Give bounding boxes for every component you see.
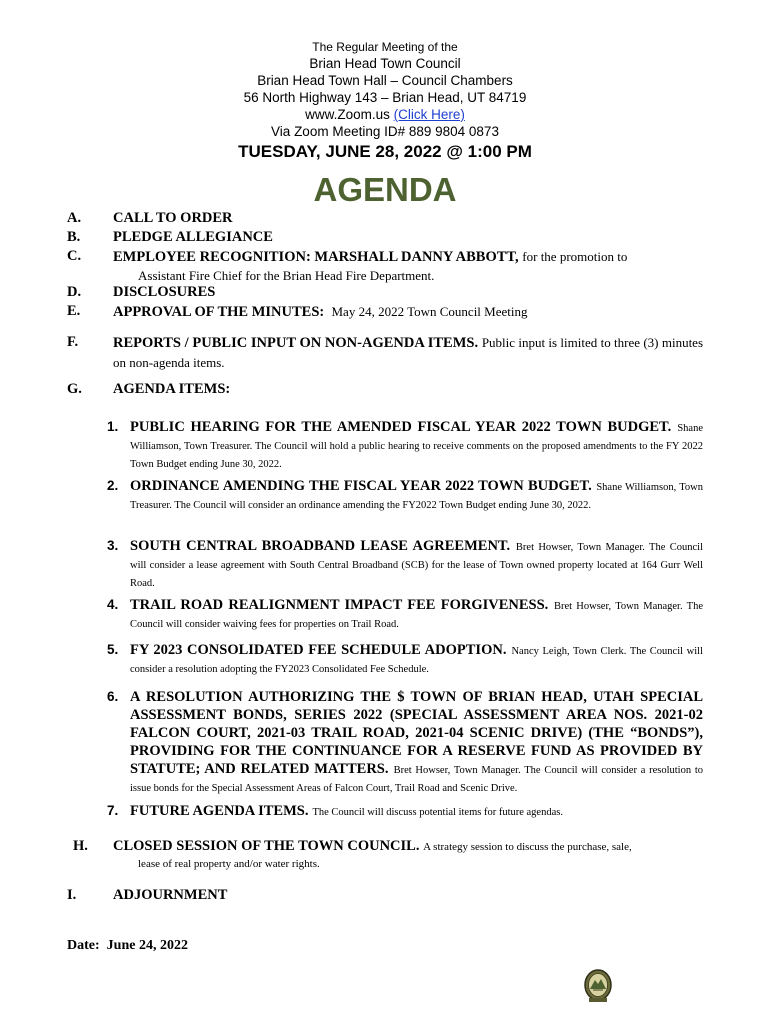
section-minutes (67, 302, 703, 322)
item-title: A RESOLUTION AUTHORIZING THE $ TOWN OF BRIAN HEAD, UTAH SPECIAL ASSESSMENT BONDS, SERIES 2022 (SPECIAL ASSESSMENT AREA NOS. 2021-02 FALCON COURT, 2021-03 TRAIL ROAD, 2021-04 SCENIC DRIVE) (THE “BONDS”), PROVIDING FOR THE CONTINUANCE FOR A RESERVE FUND AS PROVIDED BY STATUTE; AND RELATED MATTERS. (130, 689, 703, 777)
item-title: FUTURE AGENDA ITEMS. (130, 803, 309, 819)
section-description: A strategy session to discuss the purchase, sale, (423, 841, 632, 853)
section-agenda-items (67, 380, 703, 399)
zoom-meeting-id: Via Zoom Meeting ID# 889 9804 0873 (271, 124, 499, 139)
item-description: Nancy Leigh, Town Clerk. The Council will consider a resolution adopting the FY2023 Consolidated Fee Schedule. (130, 646, 704, 675)
section-letter: A. (67, 210, 82, 226)
council-name: Brian Head Town Council (309, 56, 461, 71)
agenda-item (107, 641, 703, 677)
meeting-address: 56 North Highway 143 – Brian Head, UT 84719 (243, 90, 527, 105)
meeting-location: Brian Head Town Hall – Council Chambers (257, 73, 513, 88)
item-title: PUBLIC HEARING FOR THE AMENDED FISCAL YEAR 2022 TOWN BUDGET. (130, 419, 672, 435)
item-title: FY 2023 CONSOLIDATED FEE SCHEDULE ADOPTION. (130, 642, 507, 658)
agenda-item (107, 537, 703, 591)
section-description: May 24, 2022 Town Council Meeting (331, 304, 528, 319)
item-title: SOUTH CENTRAL BROADBAND LEASE AGREEMENT. (130, 538, 511, 554)
section-title: EMPLOYEE RECOGNITION: MARSHALL DANNY ABBOTT, (113, 249, 519, 265)
section-letter: G. (67, 381, 82, 397)
click-here-link[interactable]: (Click Here) (393, 107, 465, 122)
section-pledge (67, 228, 703, 247)
item-number: 4. (107, 597, 119, 612)
section-title: PLEDGE ALLEGIANCE (113, 229, 273, 245)
meeting-date: TUESDAY, JUNE 28, 2022 @ 1:00 PM (238, 142, 532, 161)
date-value: June 24, 2022 (106, 938, 188, 953)
item-description: Bret Howser, Town Manager. The Council will consider a lease agreement with South Central Broadband (SCB) for the lease of Town owned property located at 164 Gurr Well Road. (130, 542, 703, 589)
section-description: for the promotion to (522, 249, 628, 264)
item-number: 3. (107, 538, 119, 553)
meeting-intro: The Regular Meeting of the (312, 40, 458, 54)
section-letter: E. (67, 303, 81, 319)
section-reports (67, 333, 703, 373)
item-number: 5. (107, 642, 119, 657)
section-title: APPROVAL OF THE MINUTES: (113, 304, 325, 320)
section-letter: D. (67, 284, 82, 300)
agenda-item (107, 477, 703, 513)
item-number: 6. (107, 689, 119, 704)
item-number: 7. (107, 803, 119, 818)
agenda-item (107, 688, 703, 796)
agenda-item (107, 802, 703, 820)
section-letter: B. (67, 229, 81, 245)
section-description-cont: Assistant Fire Chief for the Brian Head Fire Department. (138, 268, 435, 283)
item-description: The Council will discuss potential items for future agendas. (312, 807, 563, 818)
section-employee-recognition (67, 247, 703, 284)
section-title: AGENDA ITEMS: (113, 381, 231, 397)
item-description: Shane Williamson, Town Treasurer. The Council will hold a public hearing to receive comments on the proposed amendments to the FY 2022 Town Budget ending June 30, 2022. (130, 423, 703, 470)
item-description: Shane Williamson, Town Treasurer. The Council will consider an ordinance amending the FY2022 Town Budget ending June 30, 2022. (130, 482, 703, 511)
item-number: 2. (107, 478, 119, 493)
section-adjournment (67, 886, 703, 905)
zoom-line (0, 106, 770, 123)
agenda-item (107, 418, 703, 472)
section-description-cont: lease of real property and/or water rights. (138, 858, 320, 870)
item-description: Bret Howser, Town Manager. The Council will consider waiving fees for properties on Trail Road. (130, 601, 704, 630)
item-title: ORDINANCE AMENDING THE FISCAL YEAR 2022 TOWN BUDGET. (130, 478, 592, 494)
section-letter: C. (67, 248, 82, 264)
zoom-site: www.Zoom.us (305, 107, 390, 122)
agenda-title: AGENDA (313, 171, 457, 208)
item-title: TRAIL ROAD REALIGNMENT IMPACT FEE FORGIVENESS. (130, 597, 549, 613)
section-disclosures (67, 283, 703, 302)
section-letter: I. (67, 887, 77, 903)
section-letter: H. (73, 838, 88, 854)
section-closed-session (67, 837, 703, 872)
agenda-item (107, 596, 703, 632)
section-title: REPORTS / PUBLIC INPUT ON NON-AGENDA ITEMS. (113, 335, 479, 351)
item-number: 1. (107, 419, 119, 434)
date-label: Date: (67, 938, 100, 953)
section-title: CLOSED SESSION OF THE TOWN COUNCIL. (113, 838, 420, 854)
section-description: Public input is limited to three (3) minutes on non-agenda items. (113, 335, 704, 370)
section-title: ADJOURNMENT (113, 887, 228, 903)
section-letter: F. (67, 334, 79, 350)
section-call-to-order (67, 209, 703, 228)
meeting-header (0, 40, 770, 163)
town-seal-icon (583, 968, 613, 1004)
section-title: CALL TO ORDER (113, 210, 233, 226)
section-title: DISCLOSURES (113, 284, 216, 300)
item-description: Bret Howser, Town Manager. The Council will consider a resolution to issue bonds for the Special Assessment Areas of Falcon Court, Trail Road and Scenic Drive. (130, 765, 703, 794)
agenda-date (67, 938, 188, 954)
